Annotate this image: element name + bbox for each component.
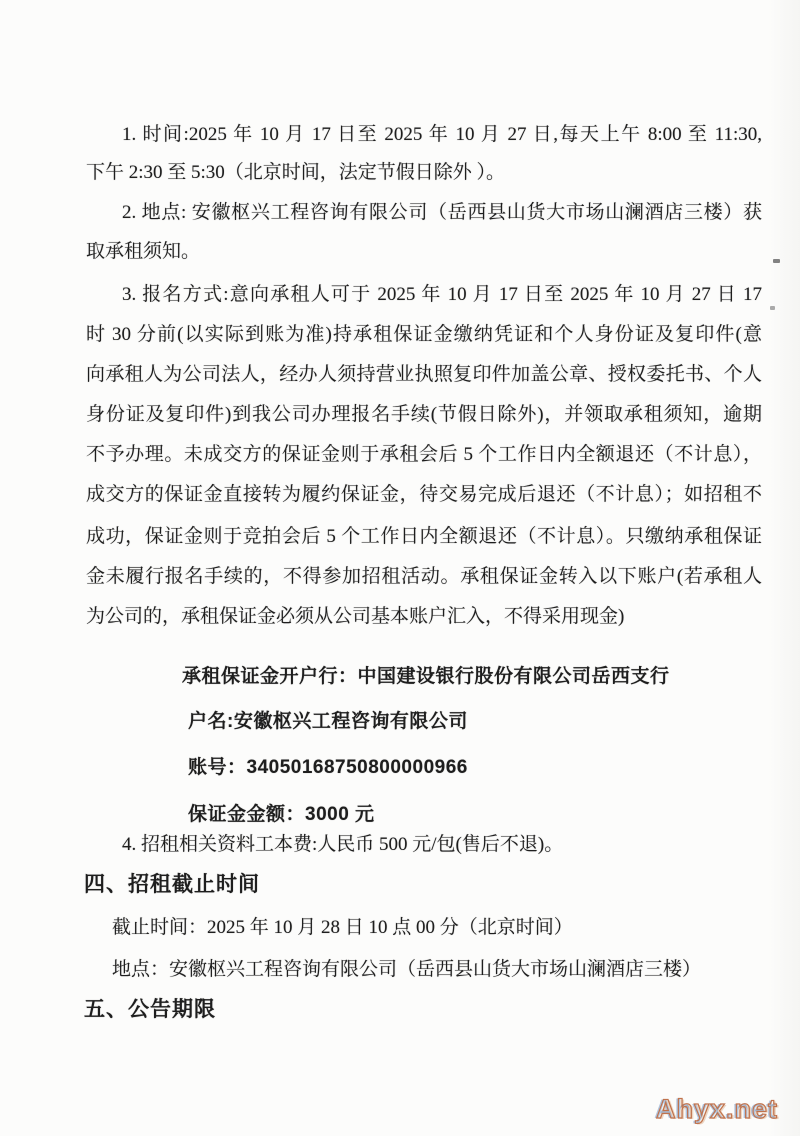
doc-line-registration-9: 为公司的，承租保证金必须从公司基本账户汇入，不得采用现金)	[86, 606, 625, 627]
doc-line-location-1: 2. 地点: 安徽枢兴工程咨询有限公司（岳西县山货大市场山澜酒店三楼）获	[122, 202, 762, 223]
deadline-time-line: 截止时间：2025 年 10 月 28 日 10 点 00 分（北京时间）	[112, 917, 573, 938]
doc-line-registration-7: 成功，保证金则于竞拍会后 5 个工作日内全额退还（不计息）。只缴纳承租保证	[86, 526, 762, 547]
bank-account-name-line: 户名:安徽枢兴工程咨询有限公司	[188, 711, 468, 732]
doc-line-fee: 4. 招租相关资料工本费:人民币 500 元/包(售后不退)。	[122, 834, 564, 855]
scan-speck	[770, 306, 775, 310]
section-heading-4: 四、招租截止时间	[84, 873, 260, 896]
deposit-amount-line: 保证金金额：3000 元	[188, 804, 375, 825]
doc-line-time-2: 下午 2:30 至 5:30（北京时间，法定节假日除外 ）。	[86, 162, 506, 183]
doc-line-registration-1: 3. 报名方式:意向承租人可于 2025 年 10 月 17 日至 2025 年 10 月 27 日 17	[122, 284, 762, 305]
bank-account-bank-line: 承租保证金开户行：中国建设银行股份有限公司岳西支行	[182, 666, 670, 687]
deadline-location-line: 地点：安徽枢兴工程咨询有限公司（岳西县山货大市场山澜酒店三楼）	[112, 959, 702, 980]
bank-account-number-line: 账号：34050168750800000966	[188, 757, 468, 778]
doc-line-registration-2: 时 30 分前(以实际到账为准)持承租保证金缴纳凭证和个人身份证及复印件(意	[86, 324, 762, 345]
doc-line-time-1: 1. 时间:2025 年 10 月 17 日至 2025 年 10 月 27 日,每天上午 8:00 至 11:30,	[122, 124, 762, 145]
doc-line-registration-8: 金未履行报名手续的，不得参加招租活动。承租保证金转入以下账户(若承租人	[86, 566, 762, 587]
doc-line-registration-3: 向承租人为公司法人，经办人须持营业执照复印件加盖公章、授权委托书、个人	[86, 364, 762, 385]
doc-line-location-2: 取承租须知。	[86, 241, 201, 262]
watermark: Ahyx.net	[656, 1094, 779, 1124]
section-heading-5: 五、公告期限	[84, 998, 216, 1021]
doc-line-registration-5: 不予办理。未成交方的保证金则于承租会后 5 个工作日内全额退还（不计息），	[86, 444, 762, 465]
scan-speck	[773, 259, 780, 263]
doc-line-registration-6: 成交方的保证金直接转为履约保证金，待交易完成后退还（不计息）；如招租不	[86, 484, 762, 505]
doc-line-registration-4: 身份证及复印件)到我公司办理报名手续(节假日除外)，并领取承租须知，逾期	[86, 404, 762, 425]
